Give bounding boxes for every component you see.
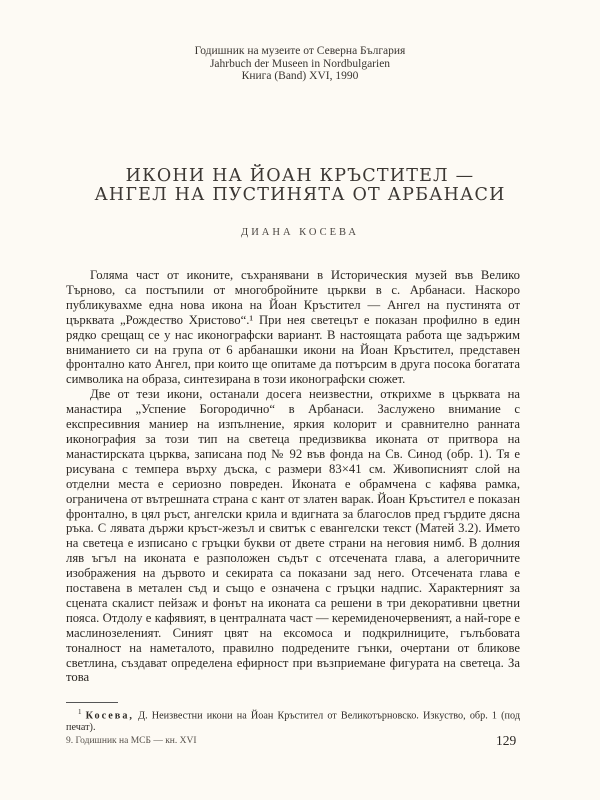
- journal-title-de: Jahrbuch der Museen in Nordbulgarien: [209, 57, 391, 70]
- title-line-2: АНГЕЛ НА ПУСТИНЯТА ОТ АРБАНАСИ: [94, 185, 506, 205]
- article-title: [0, 167, 600, 205]
- author-name: ДИАНА КОСЕВА: [241, 227, 359, 238]
- title-line-1: ИКОНИ НА ЙОАН КРЪСТИТЕЛ —: [125, 166, 475, 186]
- paragraph-1: Голяма част от иконите, съхранявани в Историческия музей във Велико Търново, са постъпили от многобройните църкви в с. Арбанаси. Наскоро публикувахме една нова икона на Йоан Кръстител — Ангел на пустинята от църквата „Рождество Христово“.¹ При нея светецът е показан профилно в един рядко срещащ се у нас иконографски вариант. В настоящата работа ще задържим вниманието си на група от 6 арбанашки икони на Йоан Кръстител, представен фронтално като Ангел, при които ще опитаме да потърсим в друга посока богатата символика на образа, синтезирана в този иконографски сюжет.: [66, 268, 520, 387]
- article-body: [66, 268, 520, 685]
- journal-title-bg: Годишник на музеите от Северна България: [194, 45, 406, 57]
- footnote-number: 1: [78, 708, 82, 716]
- running-footer: 9. Годишник на МСБ — кн. XVI: [66, 736, 197, 746]
- paragraph-2: Две от тези икони, останали досега неизвестни, открихме в църквата на манастира „Успение Богородично“ в Арбанаси. Заслужено внимание с експресивния маниер на изпълнение, яркия колорит и сравнително ранната иконография за този тип на светеца предизвиква иконата от притвора на манастирската църква, записана под № 92 във фонда на Св. Синод (обр. 1). Тя е рисувана с темпера върху дъска, с размери 83×41 см. Живописният слой на отделни места е сериозно повреден. Иконата е обрамчена с кафява рамка, ограничена от вътрешната страна с кант от златен варак. Йоан Кръстител е показан фронтално, в цял ръст, ангелски крила и вдигната за благослов пред гърдите дясна ръка. С лявата държи кръст-жезъл и свитък с евангелски текст (Матей 3.2). Името на светеца е изписано с гръцки букви от двете страни на неговия нимб. В долния ляв ъгъл на иконата е разположен съдът с отсечената глава, а алегоричните изображения на дървото и секирата са показани зад него. Отсечената глава е поставена в метален съд и също е означена с гръцки надпис. Характерният за сцената скалист пейзаж и фонът на иконата са решени в три декоративни цветни пояса. Отдолу е кафявият, в централната част — керемиденочервеният, а най-горе е маслинозеленият. Синият цвят на ексомоса и подкрилниците, гълъбовата тоналност на наметалото, правилно подредените гънки, очертани от бликове светлина, създават определена ефирност при възприемане фигурата на светеца. За това: [66, 387, 520, 685]
- footnote: [66, 707, 520, 733]
- footnote-author: Косева,: [85, 710, 134, 722]
- page-number: 129: [496, 733, 517, 748]
- journal-header: [0, 45, 600, 83]
- footnote-divider: [66, 702, 118, 703]
- journal-volume: Книга (Band) XVI, 1990: [241, 70, 359, 82]
- footnote-text: Д. Неизвестни икони на Йоан Кръстител от Великотърновско. Изкуство, обр. 1 (под печат).: [66, 710, 520, 733]
